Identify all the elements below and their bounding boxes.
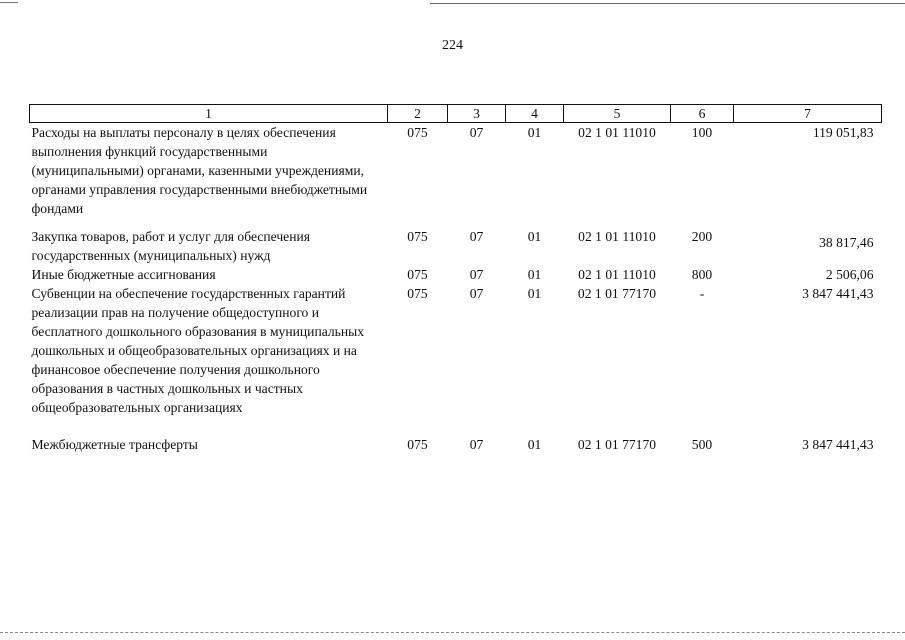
- cell-col2: 075: [407, 437, 428, 452]
- row-name: Субвенции на обеспечение государственных гарантий реализации прав на получение общедоступного и бесплатного дошкольного образования в муниципальных дошкольных и общеобразовательных организациях и на финансовое обеспечение получения дошкольного образования в частных дошкольных и частных общеобразовательных организациях: [31, 286, 365, 415]
- scan-edge-bottom: [0, 632, 905, 633]
- cell-col6: -: [699, 286, 705, 301]
- column-header: 7: [734, 105, 882, 123]
- scan-edge-top: [430, 3, 905, 4]
- row-name: Межбюджетные трансферты: [31, 437, 198, 452]
- cell-col6: 200: [691, 229, 713, 244]
- scan-edge-top-left: [0, 2, 18, 3]
- row-name: Иные бюджетные ассигнования: [31, 267, 216, 282]
- column-header: 6: [671, 105, 734, 123]
- cell-col3: 07: [469, 125, 484, 140]
- cell-col5: 02 1 01 11010: [578, 229, 656, 244]
- cell-amount: 119 051,83: [812, 125, 874, 140]
- cell-col4: 01: [527, 125, 542, 140]
- budget-table: [29, 104, 882, 454]
- cell-col5: 02 1 01 77170: [577, 286, 657, 301]
- table-row: [30, 435, 882, 454]
- cell-col4: 01: [527, 229, 542, 244]
- cell-col2: 075: [407, 286, 428, 301]
- cell-col2: 075: [407, 229, 428, 244]
- cell-amount: 3 847 441,43: [802, 437, 874, 452]
- cell-col6: 500: [691, 437, 713, 452]
- cell-col4: 01: [527, 267, 542, 282]
- row-name: Закупка товаров, работ и услуг для обеспечения государственных (муниципальных) нужд: [31, 229, 310, 263]
- cell-col4: 01: [527, 286, 542, 301]
- table-header-row: [30, 105, 882, 123]
- cell-col5: 02 1 01 77170: [577, 437, 657, 452]
- cell-col2: 075: [407, 125, 428, 140]
- cell-amount: 2 506,06: [825, 267, 874, 282]
- column-header: 2: [388, 105, 448, 123]
- column-header: 3: [448, 105, 506, 123]
- cell-col3: 07: [469, 286, 484, 301]
- cell-col3: 07: [469, 229, 484, 244]
- cell-col3: 07: [469, 437, 484, 452]
- cell-amount: 3 847 441,43: [802, 286, 874, 301]
- row-name: Расходы на выплаты персоналу в целях обеспечения выполнения функций государственными (муниципальными) органами, казенными учреждениями, органами управления государственными внебюджетными фондами: [31, 125, 368, 216]
- cell-col3: 07: [469, 267, 484, 282]
- table-row: [30, 123, 882, 228]
- column-header: 1: [30, 105, 388, 123]
- column-header: 4: [506, 105, 564, 123]
- table-row: [30, 284, 882, 435]
- cell-col5: 02 1 01 11010: [578, 267, 656, 282]
- cell-col2: 075: [407, 267, 428, 282]
- table-row: [30, 265, 882, 284]
- cell-col4: 01: [527, 437, 542, 452]
- page-number: 224: [442, 38, 463, 53]
- table-row: [30, 227, 882, 265]
- cell-amount: 38 817,46: [819, 235, 874, 250]
- cell-col5: 02 1 01 11010: [578, 125, 656, 140]
- cell-col6: 800: [691, 267, 713, 282]
- cell-col6: 100: [691, 125, 713, 140]
- column-header: 5: [564, 105, 671, 123]
